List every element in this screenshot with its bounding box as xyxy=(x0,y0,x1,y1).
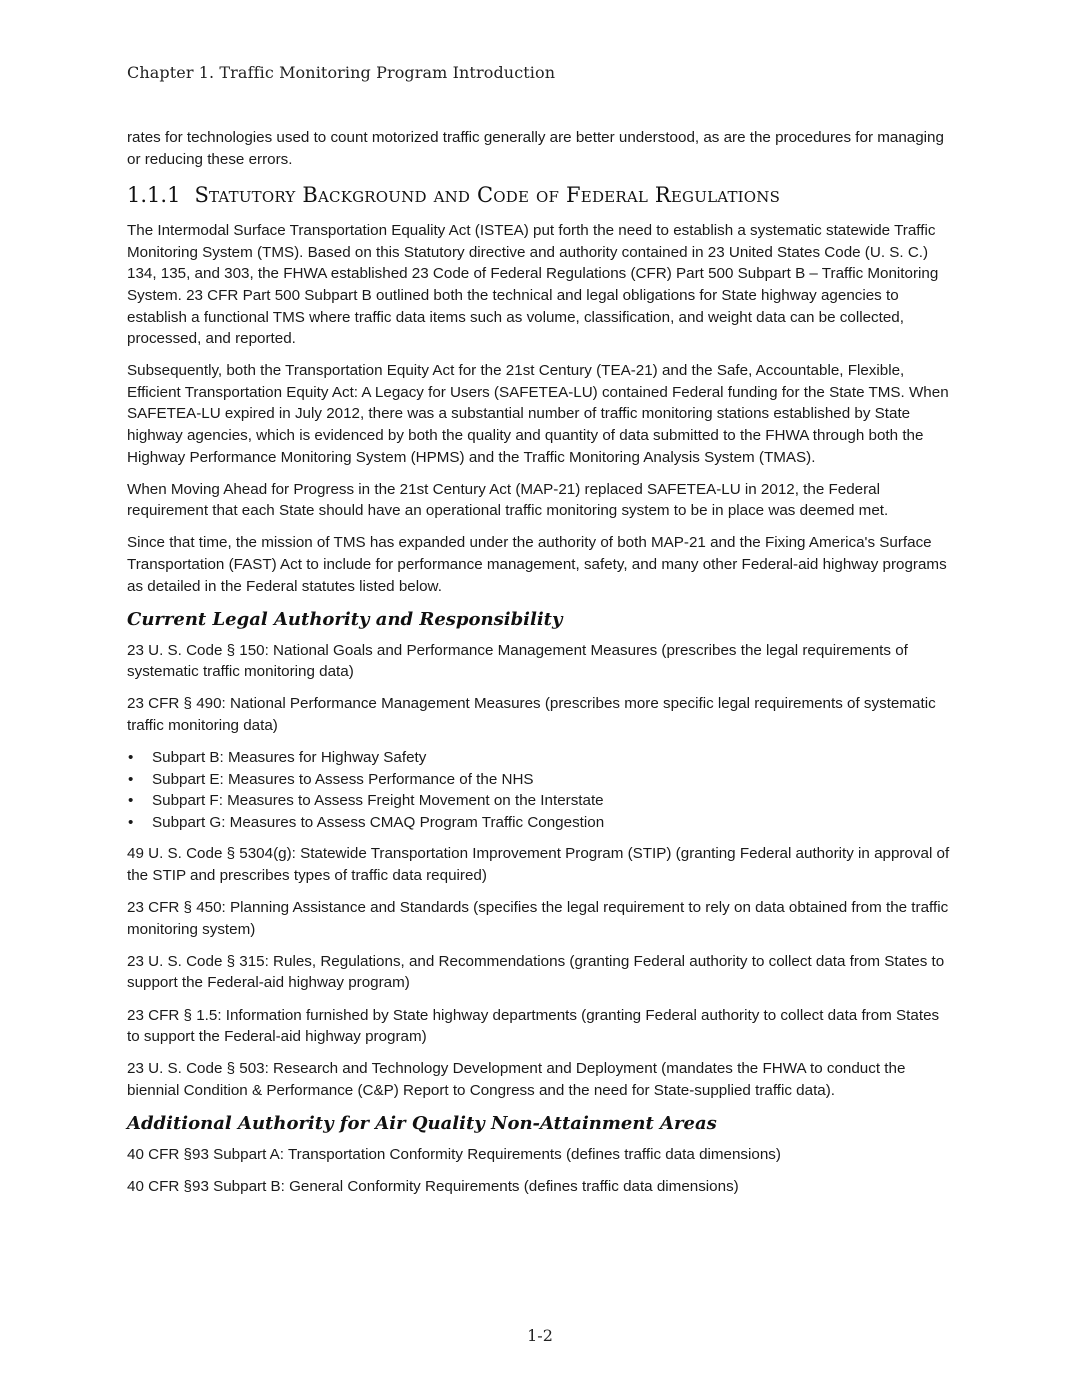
bullet-icon: • xyxy=(128,770,134,788)
section-number: 1.1.1 xyxy=(127,183,181,208)
current-authority-heading: Current Legal Authority and Responsibility xyxy=(127,608,563,630)
list-item-text: Subpart G: Measures to Assess CMAQ Program Traffic Congestion xyxy=(152,813,605,831)
subpart-list xyxy=(127,747,955,833)
list-item xyxy=(127,769,955,791)
additional-authority-heading: Additional Authority for Air Quality Non-Attainment Areas xyxy=(127,1112,717,1134)
bullet-icon: • xyxy=(128,813,134,831)
list-item xyxy=(127,747,955,769)
list-item xyxy=(127,812,955,834)
statute-item: 40 CFR §93 Subpart A: Transportation Conformity Requirements (defines traffic data dimensions) xyxy=(127,1145,781,1163)
section-paragraph: When Moving Ahead for Progress in the 21st Century Act (MAP-21) replaced SAFETEA-LU in 2012, the Federal requirement that each State should have an operational traffic monitoring system to be in place was deemed met. xyxy=(127,480,889,520)
bullet-icon: • xyxy=(128,792,134,810)
statute-item: 23 CFR § 450: Planning Assistance and Standards (specifies the legal requirement to rely on data obtained from the traffic monitoring system) xyxy=(127,899,949,938)
section-paragraph: The Intermodal Surface Transportation Equality Act (ISTEA) put forth the need to establish a systematic statewide Traffic Monitoring System (TMS). Based on this Statutory directive and authority contained in 23 United States Code (U. S. C.) 134, 135, and 303, the FHWA established 23 Code of Federal Regulations (CFR) Part 500 Subpart B – Traffic Monitoring System. 23 CFR Part 500 Subpart B outlined both the technical and legal obligations for State highway agencies to establish a functional TMS where traffic data items such as volume, classification, and weight data can be collected, processed, and reported. xyxy=(127,222,939,348)
section-title: Statutory Background and Code of Federal Regulations xyxy=(194,183,781,208)
section-paragraph: Since that time, the mission of TMS has expanded under the authority of both MAP-21 and the Fixing America's Surface Transportation (FAST) Act to include for performance management, safety, and many other Federal-aid highway programs as detailed in the Federal statutes listed below. xyxy=(127,534,947,595)
statute-item: 23 U. S. Code § 315: Rules, Regulations, and Recommendations (granting Federal authority to collect data from States to support the Federal-aid highway program) xyxy=(127,952,945,992)
section-heading xyxy=(127,182,955,208)
list-item-text: Subpart E: Measures to Assess Performance of the NHS xyxy=(152,770,534,788)
statute-item: 23 CFR § 490: National Performance Management Measures (prescribes more specific legal requirements of systematic traffic monitoring data) xyxy=(127,695,936,734)
statute-item: 49 U. S. Code § 5304(g): Statewide Transportation Improvement Program (STIP) (granting Federal authority in approval of the STIP and prescribes types of traffic data required) xyxy=(127,845,950,885)
statute-item: 40 CFR §93 Subpart B: General Conformity Requirements (defines traffic data dimensions) xyxy=(127,1177,739,1195)
bullet-icon: • xyxy=(128,749,134,767)
list-item xyxy=(127,790,955,812)
page-header: Chapter 1. Traffic Monitoring Program Introduction xyxy=(127,63,556,82)
statute-item: 23 U. S. Code § 150: National Goals and Performance Management Measures (prescribes the legal requirements of systematic traffic monitoring data) xyxy=(127,641,908,681)
statute-item: 23 CFR § 1.5: Information furnished by State highway departments (granting Federal authority to collect data from States to support the Federal-aid highway program) xyxy=(127,1006,940,1046)
page-number: 1-2 xyxy=(527,1326,553,1345)
list-item-text: Subpart F: Measures to Assess Freight Movement on the Interstate xyxy=(152,792,604,810)
section-paragraph: Subsequently, both the Transportation Equity Act for the 21st Century (TEA-21) and the Safe, Accountable, Flexible, Efficient Transportation Equity Act: A Legacy for Users (SAFETEA-LU) contained Federal funding for the State TMS. When SAFETEA-LU expired in July 2012, there was a substantial number of traffic monitoring stations established by State highway agencies, which is evidenced by both the quality and quantity of data submitted to the FHWA through both the Highway Performance Monitoring System (HPMS) and the Traffic Monitoring Analysis System (TMAS). xyxy=(127,362,949,466)
document-body xyxy=(127,127,955,1208)
statute-item: 23 U. S. Code § 503: Research and Technology Development and Deployment (mandates the FHWA to conduct the biennial Condition & Performance (C&P) Report to Congress and the need for State-supplied traffic data). xyxy=(127,1060,906,1099)
intro-paragraph: rates for technologies used to count motorized traffic generally are better understood, as are the procedures for managing or reducing these errors. xyxy=(127,129,944,168)
list-item-text: Subpart B: Measures for Highway Safety xyxy=(152,749,427,767)
